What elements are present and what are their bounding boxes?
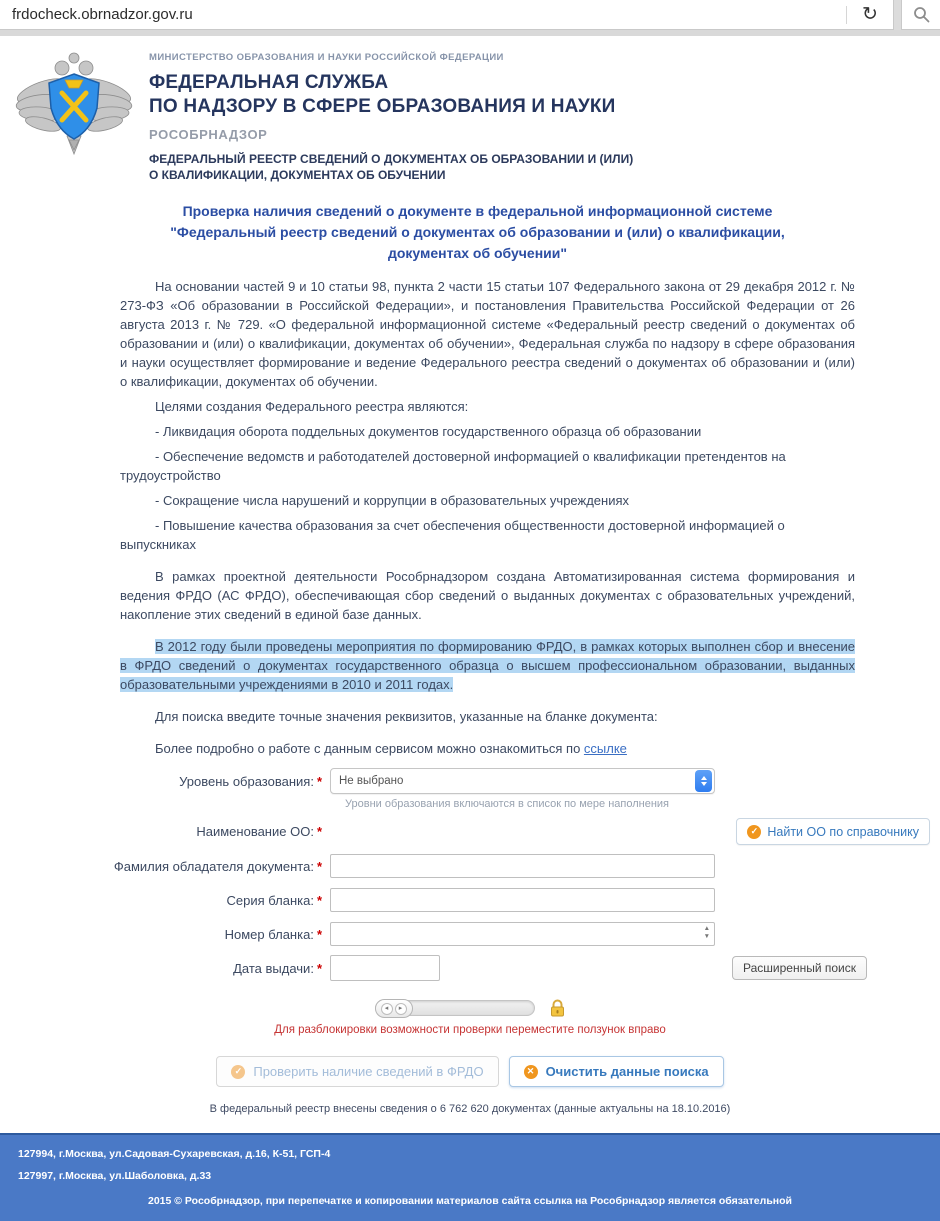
- frdo-system-paragraph: В рамках проектной деятельности Рособрнадзором создана Автоматизированная система формирования и ведения ФРДО (АС ФРДО), обеспечивающая сбор сведений о выданных документах с образовательных учреждений, накопление этих сведений в единой базе данных.: [120, 569, 855, 622]
- required-marker: *: [316, 773, 322, 789]
- ministry-name: МИНИСТЕРСТВО ОБРАЗОВАНИЯ И НАУКИ РОССИЙСКОЙ ФЕДЕРАЦИИ: [149, 52, 504, 63]
- page-title-line3: документах об обучении": [387, 245, 568, 261]
- education-level-selected-value: Не выбрано: [339, 775, 404, 787]
- clear-search-button-label: Очистить данные поиска: [545, 1064, 709, 1079]
- unlock-slider-zone: [0, 999, 940, 1017]
- surname-label: Фамилия обладателя документа: *: [113, 858, 322, 874]
- goals-intro: Целями создания Федерального реестра являются:: [155, 399, 469, 414]
- education-level-select[interactable]: [330, 768, 715, 794]
- number-label: Номер бланка: *: [224, 926, 322, 942]
- unlock-slider-track[interactable]: [375, 1000, 535, 1016]
- page-title-line1: Проверка наличия сведений о документе в федеральной информационной системе: [182, 203, 773, 219]
- check-circle-icon: ✓: [231, 1065, 245, 1079]
- clear-search-button[interactable]: [509, 1056, 724, 1087]
- number-input[interactable]: [330, 922, 715, 946]
- check-frdo-button[interactable]: [216, 1056, 498, 1087]
- legal-basis-paragraph: На основании частей 9 и 10 статьи 98, пункта 2 части 15 статьи 107 Федерального закона от 29 декабря 2012 г. № 273-ФЗ «Об образовании в Российской Федерации», и постановления Правительства Российской Федерации от 26 августа 2013 г. № 729. «О федеральной информационной системе «Федеральный реестр сведений о документах об образовании и (или) о квалификации, документах об обучении», Федеральная служба по надзору в сфере образования и науки осуществляет формирование и ведение Федерального реестра сведений о документах об образовании и (или) о квалификации, документах об обучении.: [120, 279, 855, 389]
- footer-address-2: 127997, г.Москва, ул.Шаболовка, д.33: [18, 1170, 212, 1182]
- service-name-line1: ФЕДЕРАЛЬНАЯ СЛУЖБА: [149, 72, 389, 93]
- series-label: Серия бланка: *: [226, 892, 322, 908]
- slider-warning-text: Для разблокировки возможности проверки переместите ползунок вправо: [274, 1024, 666, 1036]
- url-text[interactable]: frdocheck.obrnadzor.gov.ru: [12, 6, 193, 23]
- site-header: [0, 36, 940, 183]
- slider-arrow-right-icon: ▸: [395, 1003, 407, 1015]
- surname-input[interactable]: [330, 854, 715, 878]
- slider-arrow-left-icon: ◂: [381, 1003, 393, 1015]
- cross-circle-icon: ✕: [524, 1065, 538, 1079]
- registry-name-line1: ФЕДЕРАЛЬНЫЙ РЕЕСТР СВЕДЕНИЙ О ДОКУМЕНТАХ ОБ ОБРАЗОВАНИИ И (ИЛИ): [149, 152, 634, 166]
- oo-name-row: [0, 818, 940, 845]
- find-oo-button-label: Найти ОО по справочнику: [767, 824, 919, 839]
- intro-text-block: [120, 277, 855, 758]
- education-level-label: Уровень образования: *: [179, 773, 322, 789]
- goal-item: - Повышение качества образования за счет обеспечения общественности достоверной информацией о выпускниках: [120, 518, 785, 552]
- service-short-name: РОСОБРНАДЗОР: [149, 127, 268, 142]
- series-input[interactable]: [330, 888, 715, 912]
- required-marker: *: [316, 892, 322, 908]
- select-stepper-icon[interactable]: [695, 770, 712, 792]
- goal-item: - Обеспечение ведомств и работодателей достоверной информацией о квалификации претендентов на трудоустройство: [120, 449, 786, 483]
- registry-name-line2: О КВАЛИФИКАЦИИ, ДОКУМЕНТАХ ОБ ОБУЧЕНИИ: [149, 168, 446, 182]
- document-search-form: [0, 768, 940, 1115]
- reload-icon[interactable]: ↻: [862, 3, 878, 25]
- oo-name-label: Наименование ОО: *: [196, 824, 322, 839]
- check-circle-icon: ✓: [747, 825, 761, 839]
- goal-item: - Ликвидация оборота поддельных документов государственного образца об образовании: [155, 424, 702, 439]
- series-row: [0, 887, 940, 913]
- advanced-search-button[interactable]: Расширенный поиск: [732, 956, 867, 980]
- unlock-slider-handle[interactable]: [375, 999, 413, 1018]
- highlighted-paragraph: [120, 637, 855, 694]
- education-level-hint: Уровни образования включаются в список по мере наполнения: [345, 798, 670, 810]
- service-name-line2: ПО НАДЗОРУ В СФЕРЕ ОБРАЗОВАНИЯ И НАУКИ: [149, 96, 616, 117]
- more-info-text: Более подробно о работе с данным сервисом можно ознакомиться по: [155, 741, 584, 756]
- required-marker: *: [316, 926, 322, 942]
- lock-icon: [549, 999, 566, 1017]
- issue-date-input[interactable]: [330, 955, 440, 981]
- page-title-line2: "Федеральный реестр сведений о документах об образовании и (или) о квалификации,: [170, 224, 785, 240]
- required-marker: *: [316, 960, 322, 976]
- highlighted-text: В 2012 году были проведены мероприятия по формированию ФРДО, в рамках которых выполнен сбор и внесение в ФРДО сведений о документах государственного образца о высшем профессиональном образовании, выданных образовательными учреждениями в 2010 и 2011 годах.: [120, 639, 855, 692]
- number-row: [0, 921, 940, 947]
- search-icon[interactable]: [902, 6, 940, 23]
- issue-date-label: Дата выдачи: *: [233, 960, 322, 976]
- find-oo-button[interactable]: [736, 818, 930, 845]
- education-level-row: [0, 768, 940, 794]
- issue-date-row: [0, 955, 940, 981]
- required-marker: *: [316, 858, 322, 874]
- more-info-link[interactable]: ссылке: [583, 741, 627, 756]
- registry-stats: В федеральный реестр внесены сведения о 6 762 620 документах (данные актуальны на 18.10.2016): [209, 1103, 731, 1115]
- form-actions: [0, 1056, 940, 1087]
- footer-address-1: 127994, г.Москва, ул.Садовая-Сухаревская, д.16, К-51, ГСП-4: [18, 1148, 331, 1160]
- footer-copyright: 2015 © Рособрнадзор, при перепечатке и копировании материалов сайта ссылка на Рособрнадзор является обязательной: [148, 1195, 792, 1207]
- surname-row: [0, 853, 940, 879]
- search-instruction: Для поиска введите точные значения реквизитов, указанные на бланке документа:: [155, 709, 658, 724]
- number-spinner-icon[interactable]: ▲ ▼: [703, 925, 710, 940]
- browser-address-bar[interactable]: [0, 0, 940, 30]
- check-frdo-button-label: Проверить наличие сведений в ФРДО: [253, 1064, 484, 1079]
- goal-item: - Сокращение числа нарушений и коррупции в образовательных учреждениях: [155, 493, 630, 508]
- chrome-gap: [893, 0, 902, 30]
- more-info-line: [120, 739, 855, 758]
- rosobrnadzor-emblem: [15, 46, 133, 158]
- site-footer: [0, 1133, 940, 1221]
- required-marker: *: [316, 824, 322, 839]
- page-title: [110, 201, 845, 264]
